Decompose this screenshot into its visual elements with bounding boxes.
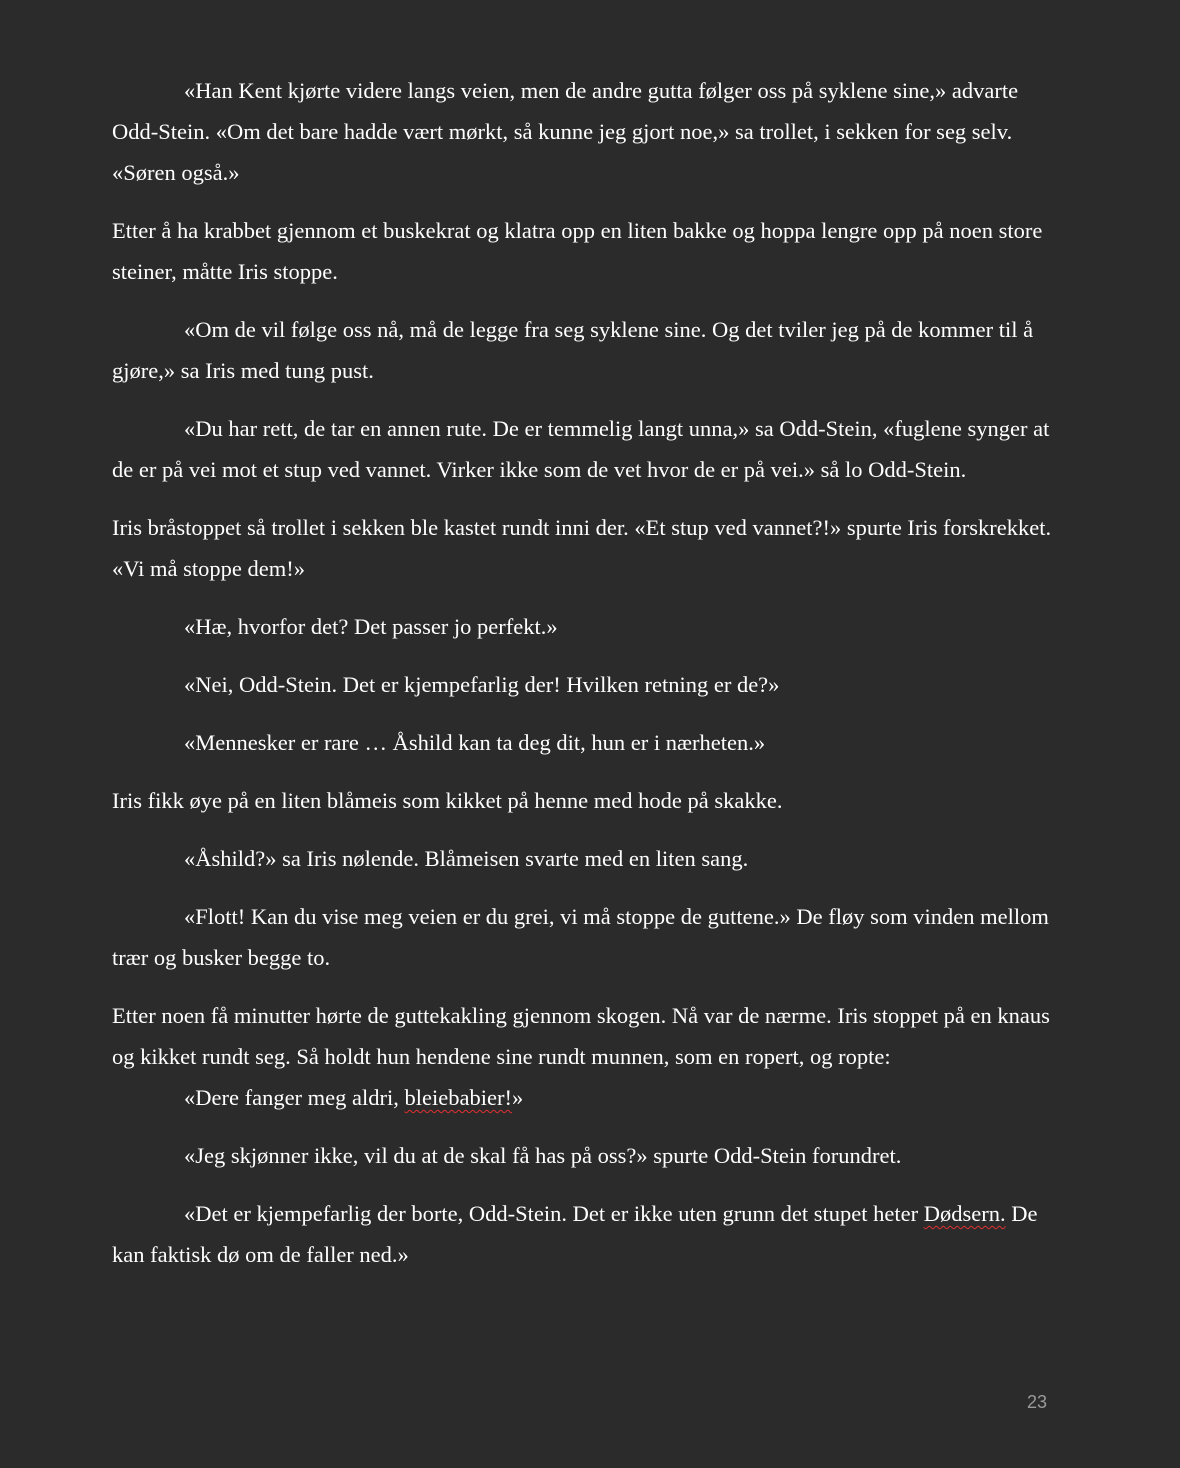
text-run: «Du har rett, de tar en annen rute. De er temmelig langt unna,» sa Odd-Stein, «fuglene synger at de er på vei mot et stup ved vannet. Virker ikke som de vet hvor de er på vei.» så lo Odd-Stein. [112,416,1050,482]
paragraph [112,995,1062,1077]
text-run: «Hæ, hvorfor det? Det passer jo perfekt.» [184,614,558,639]
text-run: «Det er kjempefarlig der borte, Odd-Stein. Det er ikke uten grunn det stupet heter [184,1201,924,1226]
text-run: «Om de vil følge oss nå, må de legge fra seg syklene sine. Og det tviler jeg på de kommer til å gjøre,» sa Iris med tung pust. [112,317,1034,383]
text-run: Iris bråstoppet så trollet i sekken ble kastet rundt inni der. «Et stup ved vannet?!» spurte Iris forskrekket. «Vi må stoppe dem!» [112,515,1052,581]
text-run: «Jeg skjønner ikke, vil du at de skal få has på oss?» spurte Odd-Stein forundret. [184,1143,902,1168]
text-run: Etter å ha krabbet gjennom et buskekrat og klatra opp en liten bakke og hoppa lengre opp på noen store steiner, måtte Iris stoppe. [112,218,1043,284]
text-run: Iris fikk øye på en liten blåmeis som kikket på henne med hode på skakke. [112,788,783,813]
text-run: «Mennesker er rare … Åshild kan ta deg dit, hun er i nærheten.» [184,730,766,755]
text-run: «Nei, Odd-Stein. Det er kjempefarlig der! Hvilken retning er de?» [184,672,780,697]
paragraph [112,1135,1062,1176]
document-body[interactable] [112,70,1062,1292]
page-number: 23 [1026,1392,1047,1412]
text-run: » [511,1085,524,1110]
paragraph [112,1077,1062,1118]
paragraph [112,1193,1062,1275]
paragraph [112,507,1062,589]
spelling-error-word: Dødsern. [923,1201,1006,1226]
paragraph [112,664,1062,705]
paragraph [112,896,1062,978]
spelling-error-word: bleiebabier! [404,1085,512,1110]
paragraph [112,780,1062,821]
paragraph [112,606,1062,647]
paragraph [112,70,1062,193]
text-run: De kan faktisk dø om de faller ned.» [112,1201,1038,1267]
paragraph [112,210,1062,292]
paragraph [112,722,1062,763]
text-run: «Flott! Kan du vise meg veien er du grei, vi må stoppe de guttene.» De fløy som vinden mellom trær og busker begge to. [112,904,1049,970]
paragraph [112,309,1062,391]
text-run: «Dere fanger meg aldri, [184,1085,405,1110]
paragraph [112,408,1062,490]
text-run: «Åshild?» sa Iris nølende. Blåmeisen svarte med en liten sang. [184,846,749,871]
text-run: «Han Kent kjørte videre langs veien, men de andre gutta følger oss på syklene sine,» advarte Odd-Stein. «Om det bare hadde vært mørkt, så kunne jeg gjort noe,» sa trollet, i sekken for seg selv. «Søren også.» [112,78,1019,185]
paragraph [112,838,1062,879]
text-run: Etter noen få minutter hørte de guttekakling gjennom skogen. Nå var de nærme. Iris stoppet på en knaus og kikket rundt seg. Så holdt hun hendene sine rundt munnen, som en ropert, og ropte: [112,1003,1050,1069]
